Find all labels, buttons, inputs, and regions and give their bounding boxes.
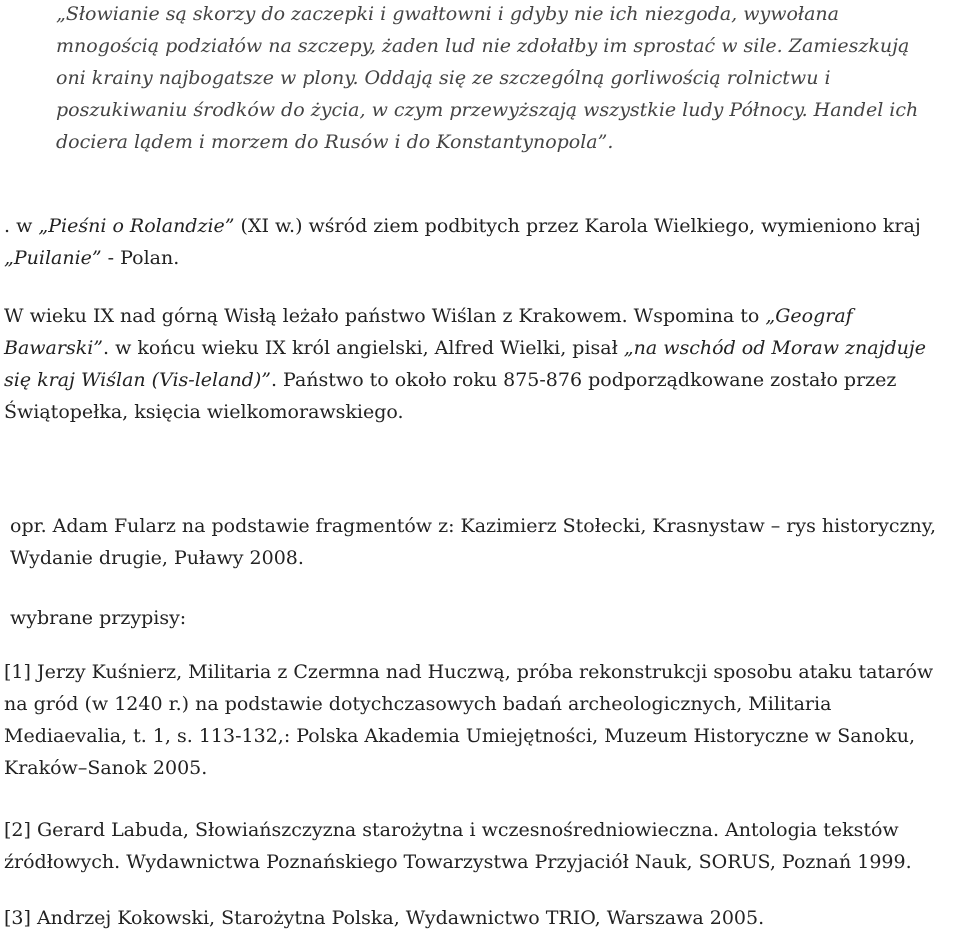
footnote-2: [2] Gerard Labuda, Słowiańszczyzna starożytna i wczesnośredniowieczna. Antologia tekstów źródłowych. Wydawnictwa Poznańskiego Towarzystwa Przyjaciół Nauk, SORUS, Poznań 1999.: [4, 819, 912, 873]
roland-text-2: (XI w.) wśród ziem podbitych przez Karola Wielkiego, wymieniono kraj: [234, 215, 921, 237]
roland-paragraph: [4, 210, 958, 274]
puilanie-italic: „Puilanie”: [4, 247, 102, 269]
footnote-3: [3] Andrzej Kokowski, Starożytna Polska, Wydawnictwo TRIO, Warszawa 2005.: [4, 907, 765, 929]
footnotes-heading: wybrane przypisy:: [10, 607, 187, 629]
wislan-text-1: W wieku IX nad górną Wisłą leżało państwo Wiślan z Krakowem. Wspomina to: [4, 305, 766, 327]
roland-text-1: . w: [4, 215, 39, 237]
wislan-paragraph: [4, 300, 958, 428]
footnote-1: [1] Jerzy Kuśnierz, Militaria z Czermna nad Huczwą, próba rekonstrukcji sposobu ataku tatarów na gród (w 1240 r.) na podstawie dotychczasowych badań archeologicznych, Militaria Mediaevalia, t. 1, s. 113-132,: Polska Akademia Umiejętności, Muzeum Historyczne w Sanoku, Kraków–Sanok 2005.: [4, 661, 934, 779]
geograf-italic: „Geograf Bawarski”: [4, 305, 853, 359]
quote-paragraph: „Słowianie są skorzy do zaczepki i gwałtowni i gdyby nie ich niezgoda, wywołana mnogością podziałów na szczepy, żaden lud nie zdołałby im sprostać w sile. Zamieszkują oni krainy najbogatsze w plony. Oddają się ze szczególną gorliwością rolnictwu i poszukiwaniu środków do życia, w czym przewyższają wszystkie ludy Północy. Handel ich dociera lądem i morzem do Rusów i do Konstantynopola”.: [56, 3, 919, 153]
roland-title-italic: „Pieśni o Rolandzie”: [38, 215, 235, 237]
alfred-quote-italic: „na wschód od Moraw znajduje się kraj Wiślan (Vis-leland)”: [4, 337, 927, 391]
source-note: opr. Adam Fularz na podstawie fragmentów z: Kazimierz Stołecki, Krasnystaw – rys historyczny, Wydanie drugie, Puławy 2008.: [10, 515, 936, 569]
wislan-text-2: . w końcu wieku IX król angielski, Alfred Wielki, pisał: [103, 337, 624, 359]
roland-text-3: - Polan.: [101, 247, 180, 269]
wislan-text-3: . Państwo to około roku 875-876 podporządkowane zostało przez Świątopełka, księcia wielkomorawskiego.: [4, 369, 897, 423]
